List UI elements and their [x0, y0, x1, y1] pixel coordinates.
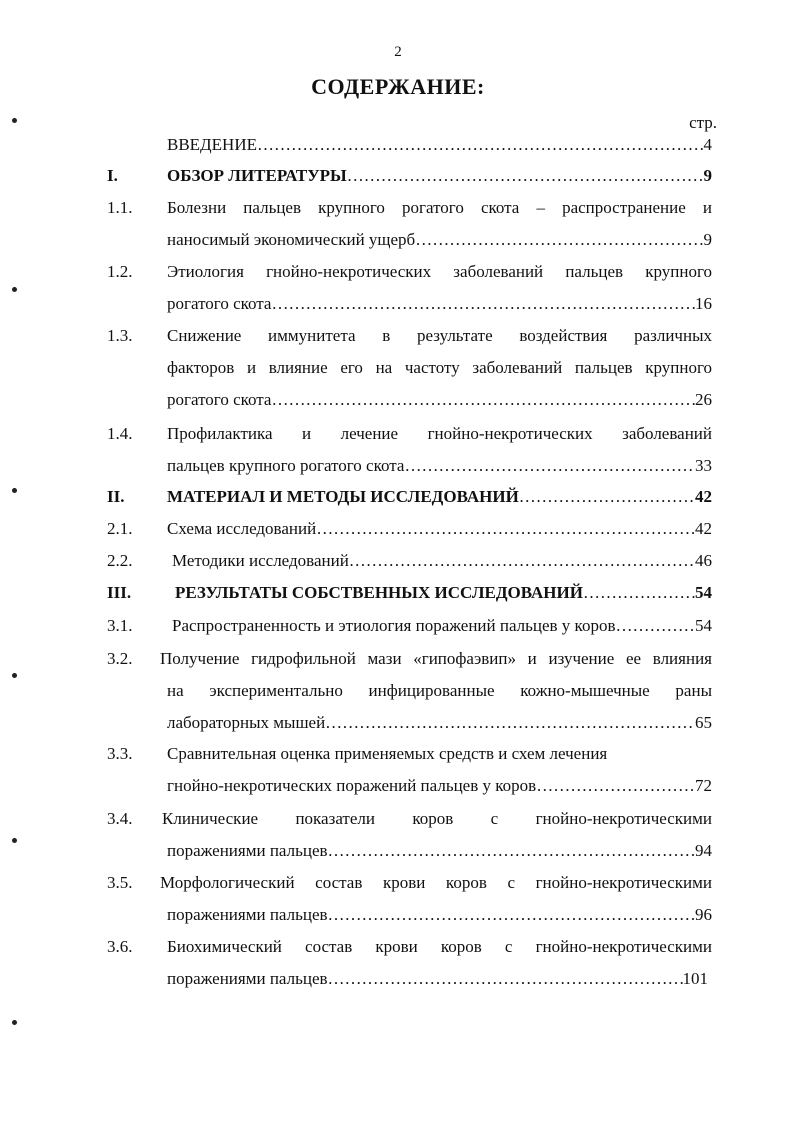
toc-page-number: 96: [695, 905, 712, 924]
toc-leader-line: [172, 615, 712, 637]
toc-entry-title-line: Клинические показатели коров с гнойно-некротическими: [162, 809, 712, 828]
leader-dots: [347, 165, 704, 187]
toc-entry-title: МАТЕРИАЛ И МЕТОДЫ ИССЛЕДОВАНИЙ: [167, 487, 519, 506]
toc-entry-title-line: Биохимический состав крови коров с гнойно-некротическими: [167, 937, 712, 956]
toc-entry-number: 1.4.: [107, 424, 133, 443]
binding-dot: [12, 118, 17, 123]
leader-dots: [271, 293, 695, 315]
toc-entry-title-line: Морфологический состав крови коров с гнойно-некротическими: [160, 873, 712, 892]
toc-leader-line: [167, 775, 712, 797]
page-title: СОДЕРЖАНИЕ:: [311, 74, 485, 99]
toc-leader-line: [175, 582, 712, 604]
toc-page-number: 4: [703, 135, 712, 154]
toc-entry-title: поражениями пальцев: [167, 969, 328, 988]
toc-leader-line: [167, 486, 712, 508]
toc-page-number: 46: [695, 551, 712, 570]
toc-page-number: 54: [695, 583, 712, 602]
toc-leader-line: [167, 389, 712, 411]
toc-page-number: 101: [682, 969, 708, 988]
toc-page-number: 26: [695, 390, 712, 409]
toc-entry-number: 3.2.: [107, 649, 133, 668]
toc-entry-2-2[interactable]: [0, 550, 796, 572]
toc-leader-line: [167, 968, 708, 990]
toc-entry-chapter-3[interactable]: [0, 582, 796, 604]
leader-dots: [316, 518, 695, 540]
toc-entry-title-line: Снижение иммунитета в результате воздействия различных: [167, 326, 712, 345]
leader-dots: [349, 550, 695, 572]
toc-entry-number: III.: [107, 583, 132, 602]
toc-entry-chapter-2[interactable]: [0, 486, 796, 508]
toc-entry-3-2[interactable]: [0, 648, 796, 734]
toc-entry-title: рогатого скота: [167, 294, 272, 313]
toc-entry-title: поражениями пальцев: [167, 905, 328, 924]
toc-page-number: 94: [695, 841, 712, 860]
toc-leader-line: [167, 455, 712, 477]
leader-dots: [257, 134, 704, 156]
toc-entry-title-line: факторов и влияние его на частоту заболеваний пальцев крупного: [167, 358, 712, 377]
toc-entry-title-line: Болезни пальцев крупного рогатого скота – распространение и: [167, 198, 712, 217]
toc-entry-number: I.: [107, 166, 118, 185]
toc-entry-number: 2.1.: [107, 519, 133, 538]
toc-entry-title: Схема исследований: [167, 519, 317, 538]
toc-entry-introduction[interactable]: [0, 134, 796, 156]
page-column-label: стр.: [689, 113, 717, 132]
toc-leader-line: [167, 165, 712, 187]
leader-dots: [404, 455, 695, 477]
leader-dots: [519, 486, 695, 508]
toc-entry-title: гнойно-некротических поражений пальцев у коров: [167, 776, 537, 795]
toc-entry-title-line: Этиология гнойно-некротических заболеваний пальцев крупного: [167, 262, 712, 281]
toc-entry-3-4[interactable]: [0, 808, 796, 862]
toc-entry-3-6[interactable]: [0, 936, 796, 990]
toc-page-number: 33: [695, 456, 712, 475]
toc-leader-line: [167, 518, 712, 540]
toc-entry-title: ВВЕДЕНИЕ: [167, 135, 257, 154]
toc-entry-title: Распространенность и этиология поражений пальцев у коров: [172, 616, 616, 635]
toc-entry-number: 1.3.: [107, 326, 133, 345]
toc-page-number: 16: [695, 294, 712, 313]
toc-leader-line: [167, 712, 712, 734]
toc-leader-line: [172, 550, 712, 572]
toc-entry-number: 3.6.: [107, 937, 133, 956]
toc-entry-title: поражениями пальцев: [167, 841, 328, 860]
toc-leader-line: [167, 904, 712, 926]
toc-entry-number: 3.4.: [107, 809, 133, 828]
leader-dots: [583, 582, 695, 604]
toc-entry-chapter-1[interactable]: [0, 165, 796, 187]
page-number: 2: [394, 44, 402, 60]
toc-page-number: 54: [695, 616, 712, 635]
toc-entry-title: наносимый экономический ущерб: [167, 230, 416, 249]
toc-entry-3-1[interactable]: [0, 615, 796, 637]
toc-page-number: 65: [695, 713, 712, 732]
toc-page-number: 42: [695, 487, 712, 506]
toc-entry-number: 1.1.: [107, 198, 133, 217]
binding-dot: [12, 1020, 17, 1025]
toc-leader-line: [167, 840, 712, 862]
leader-dots: [271, 389, 695, 411]
toc-page-number: 9: [703, 230, 712, 249]
toc-entry-number: 3.1.: [107, 616, 133, 635]
toc-leader-line: [167, 229, 712, 251]
toc-entry-title-line: Получение гидрофильной мази «гипофаэвип» и изучение ее влияния: [160, 649, 712, 668]
toc-entry-title-line: на экспериментально инфицированные кожно-мышечные раны: [167, 681, 712, 700]
toc-entry-1-1[interactable]: [0, 197, 796, 251]
toc-entry-title-line: Сравнительная оценка применяемых средств и схем лечения: [167, 744, 608, 763]
toc-entry-title: ОБЗОР ЛИТЕРАТУРЫ: [167, 166, 347, 185]
toc-entry-number: 2.2.: [107, 551, 133, 570]
toc-page-number: 42: [695, 519, 712, 538]
toc-entry-3-5[interactable]: [0, 872, 796, 926]
toc-entry-number: 3.3.: [107, 744, 133, 763]
toc-leader-line: [167, 134, 712, 156]
leader-dots: [615, 615, 695, 637]
toc-leader-line: [167, 293, 712, 315]
leader-dots: [328, 840, 695, 862]
leader-dots: [328, 968, 683, 990]
toc-leader-line: [167, 743, 712, 765]
toc-entry-3-3[interactable]: [0, 743, 796, 797]
leader-dots: [325, 712, 695, 734]
toc-page-number: 9: [703, 166, 712, 185]
toc-entry-2-1[interactable]: [0, 518, 796, 540]
toc-entry-1-3[interactable]: [0, 325, 796, 411]
toc-entry-number: 1.2.: [107, 262, 133, 281]
toc-entry-title: пальцев крупного рогатого скота: [167, 456, 405, 475]
leader-dots: [328, 904, 695, 926]
toc-entry-title: РЕЗУЛЬТАТЫ СОБСТВЕННЫХ ИССЛЕДОВАНИЙ: [175, 583, 583, 602]
toc-entry-title-line: Профилактика и лечение гнойно-некротических заболеваний: [167, 424, 712, 443]
toc-entry-number: II.: [107, 487, 125, 506]
toc-entry-title: Методики исследований: [172, 551, 349, 570]
toc-entry-1-2[interactable]: [0, 261, 796, 315]
toc-entry-1-4[interactable]: [0, 423, 796, 477]
toc-entry-title: лабораторных мышей: [167, 713, 326, 732]
leader-dots: [536, 775, 695, 797]
leader-dots: [415, 229, 703, 251]
toc-entry-title: рогатого скота: [167, 390, 272, 409]
toc-entry-number: 3.5.: [107, 873, 133, 892]
toc-page-number: 72: [695, 776, 712, 795]
